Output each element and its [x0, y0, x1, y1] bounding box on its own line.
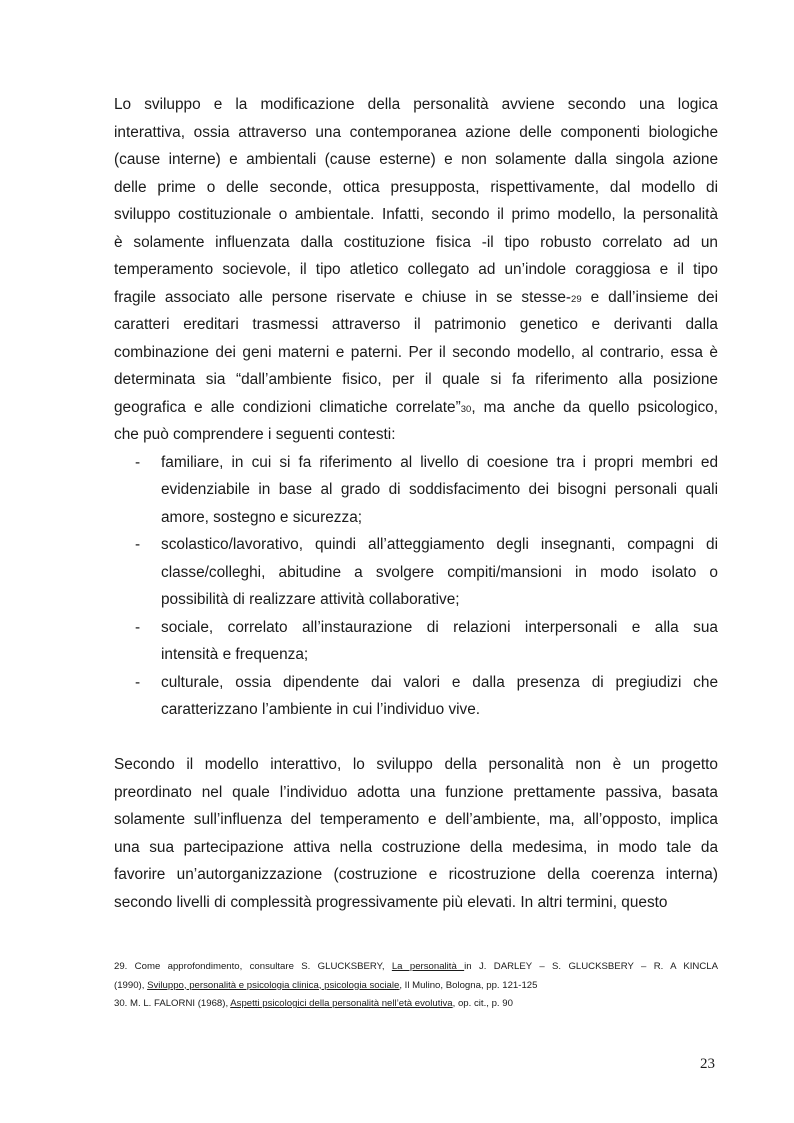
text-line: familiare, in cui si fa riferimento al livello di coesione tra i propri membri ed: [161, 453, 718, 471]
text-line: amore, sostegno e sicurezza;: [161, 508, 363, 526]
text-line: favorire un’autorganizzazione (costruzione e ricostruzione della coerenza interna): [114, 866, 718, 883]
text-line: scolastico/lavorativo, quindi all’atteggiamento degli insegnanti, compagni di: [161, 536, 718, 553]
text-line: preordinato nel quale l’individuo adotta una funzione prettamente passiva, basata: [114, 783, 718, 801]
text-line: una sua partecipazione attiva nella costruzione della medesima, in modo tale da: [114, 838, 718, 856]
list-item: [114, 449, 718, 532]
text-line: culturale, ossia dipendente dai valori e dalla presenza di pregiudizi che: [161, 673, 718, 691]
text-line: delle prime o delle seconde, ottica presupposta, rispettivamente, dal modello di: [114, 178, 718, 196]
page-number: 23: [700, 1056, 715, 1072]
text-line: possibilità di realizzare attività collaborative;: [161, 591, 460, 608]
text-segment: , ma anche da quello psicologico,: [471, 398, 718, 416]
list-item: [114, 669, 718, 724]
footnotes: [114, 958, 718, 1014]
text-line: [114, 284, 718, 312]
text-line: combinazione dei geni materni e paterni. Per il secondo modello, al contrario, essa è: [114, 343, 718, 361]
main-text: [114, 91, 718, 916]
text-line: (cause interne) e ambientali (cause esterne) e non solamente dalla singola azione: [114, 151, 718, 168]
footnote-text: , op. cit., p. 90: [452, 998, 513, 1009]
text-line: temperamento socievole, il tipo atletico collegato ad un’indole coraggiosa e il tipo: [114, 261, 718, 278]
text-line: è solamente influenzata dalla costituzione fisica -il tipo robusto correlato ad un: [114, 233, 718, 251]
dash-marker: -: [135, 673, 141, 691]
footnote-text: 29. Come approfondimento, consultare S. GLUCKSBERY,: [114, 961, 392, 972]
footnote-title: Aspetti psicologici della personalità nell’età evolutiva: [230, 998, 453, 1009]
footnote-30: [114, 995, 718, 1014]
text-line: Lo sviluppo e la modificazione della personalità avviene secondo una logica: [114, 96, 718, 113]
text-line: [114, 394, 718, 422]
text-line: intensità e frequenza;: [161, 646, 309, 663]
dash-marker: -: [135, 536, 141, 553]
text-line: caratterizzano l’ambiente in cui l’individuo vive.: [161, 701, 481, 718]
list-item: [114, 531, 718, 614]
text-line: sociale, correlato all’instaurazione di relazioni interpersonali e alla sua: [161, 618, 718, 636]
footnote-title: Sviluppo, personalità e psicologia clinica, psicologia sociale,: [147, 979, 402, 991]
footnote-text: (1990),: [114, 979, 148, 991]
footnote-text: in J. DARLEY – S. GLUCKSBERY – R. A KINCLA: [464, 961, 718, 972]
text-line: determinata sia “dall’ambiente fisico, per il quale si fa riferimento alla posizione: [114, 371, 718, 388]
footnote-text: 30. M. L. FALORNI (1968),: [114, 998, 231, 1009]
paragraph-gap: [114, 724, 718, 752]
footnote-29-cont: [114, 977, 718, 996]
paragraph-2: [114, 751, 718, 916]
text-line: secondo livelli di complessità progressivamente più elevati. In altri termini, questo: [114, 893, 668, 911]
bullet-list: [114, 449, 718, 724]
footnote-title: La personalità: [391, 961, 465, 972]
text-line: sviluppo costituzionale o ambientale. Infatti, secondo il primo modello, la personalità: [114, 206, 718, 223]
dash-marker: -: [135, 453, 141, 471]
text-segment: e dall’insieme dei: [581, 288, 718, 306]
text-line: solamente sull’influenza del temperamento e dell’ambiente, ma, all’opposto, implica: [114, 811, 718, 828]
footnote-ref-29: 29: [571, 293, 582, 305]
text-line: interattiva, ossia attraverso una contemporanea azione delle componenti biologiche: [114, 123, 718, 141]
text-line: che può comprendere i seguenti contesti:: [114, 426, 396, 443]
footnote-text: Il Mulino, Bologna, pp. 121-125: [402, 979, 538, 991]
dash-marker: -: [135, 618, 141, 636]
paragraph-1: [114, 91, 718, 449]
text-line: Secondo il modello interattivo, lo sviluppo della personalità non è un progetto: [114, 756, 718, 773]
list-item: [114, 614, 718, 669]
text-line: evidenziabile in base al grado di soddisfacimento dei bisogni personali quali: [161, 481, 718, 498]
footnote-29: [114, 958, 718, 977]
text-line: caratteri ereditari trasmessi attraverso il patrimonio genetico e derivanti dalla: [114, 316, 718, 333]
text-line: classe/colleghi, abitudine a svolgere compiti/mansioni in modo isolato o: [161, 563, 718, 581]
footnote-ref-30: 30: [460, 403, 472, 415]
text-segment: fragile associato alle persone riservate e chiuse in se stesse-: [114, 288, 572, 306]
text-segment: geografica e alle condizioni climatiche correlate”: [114, 398, 461, 416]
